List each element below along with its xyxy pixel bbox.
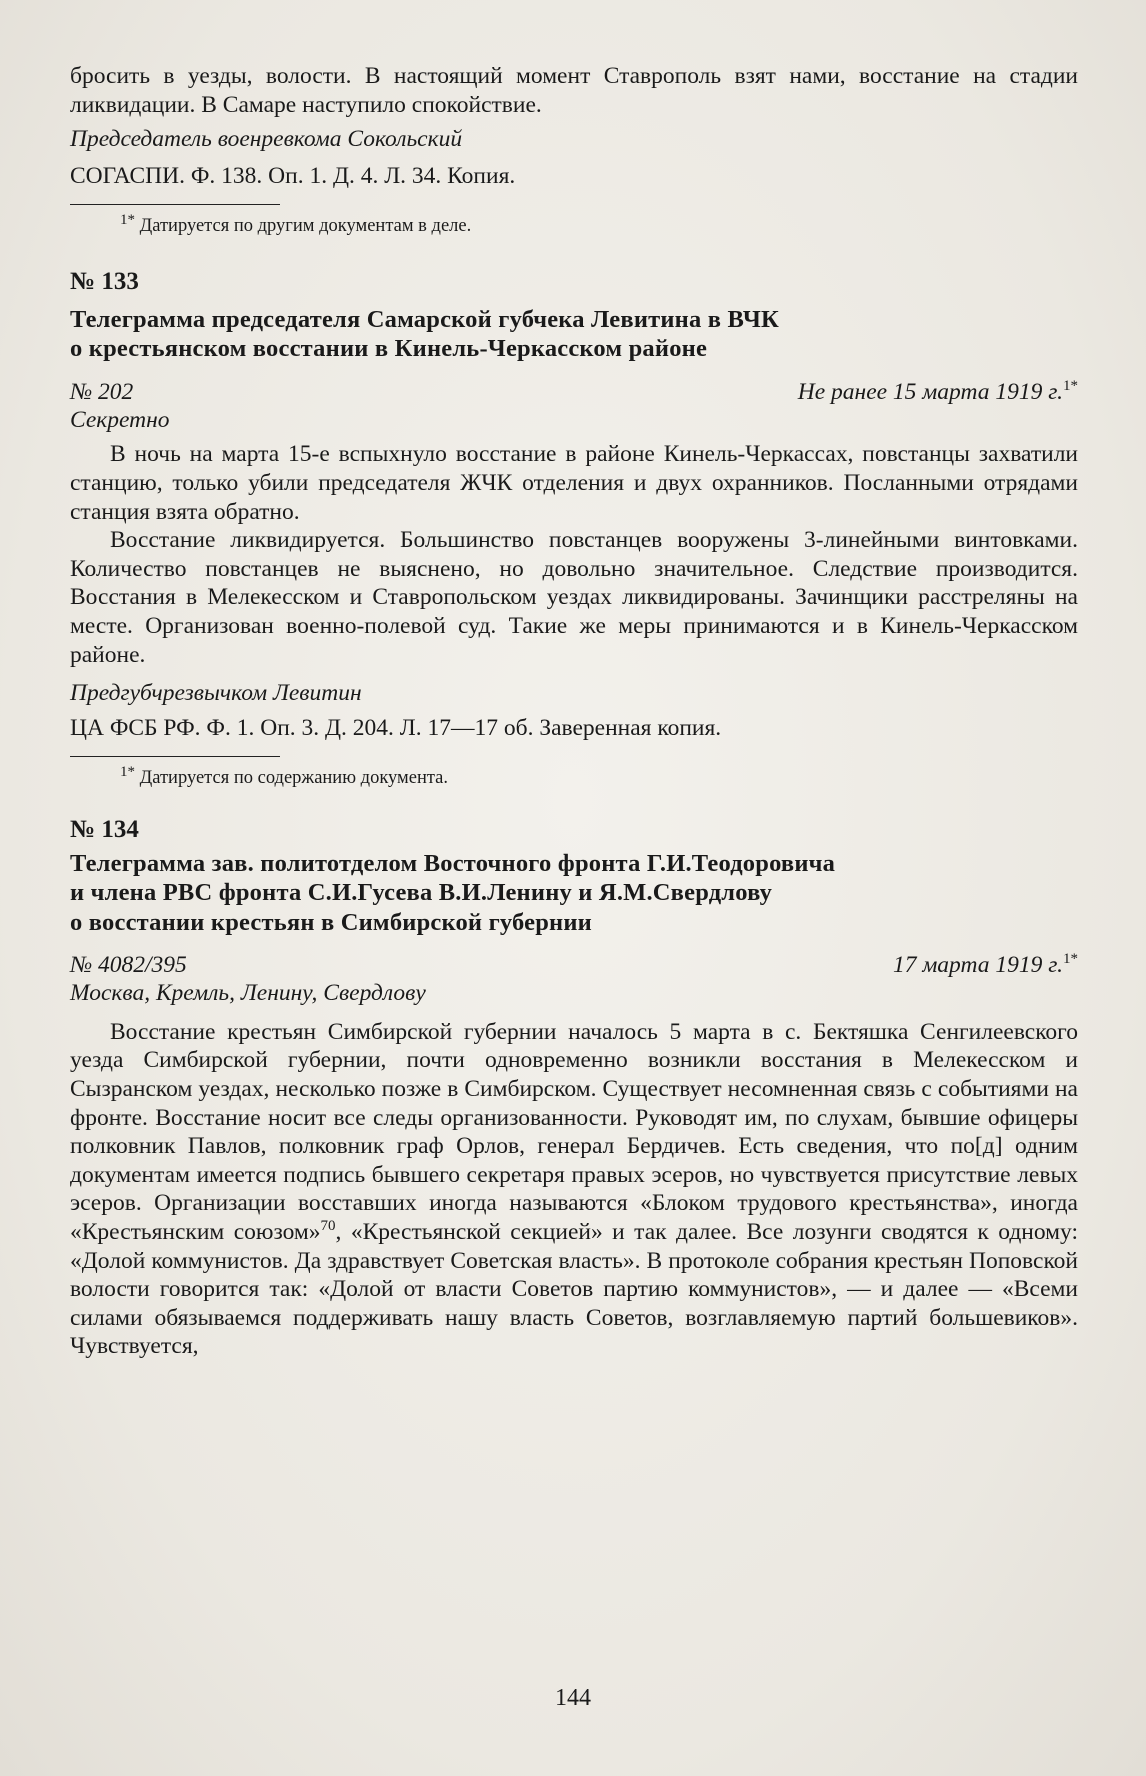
doc134-date: 17 марта 1919 г.$^{1*}$ — [892, 951, 1078, 979]
doc133-date: Не ранее 15 марта 1919 г.$^{1*}$ — [797, 377, 1078, 405]
endnote-ref: 70 — [320, 1218, 336, 1235]
doc134-paragraph: Восстание крестьян Симбирской губернии началось 5 марта в с. Бектяшка Сенгилеевского уезда Симбирской губернии, почти одновременно возникли восстания в Мелекесском и Сызранском уездах, несколько позже в Симбирском. Существует несомненная связь с событиями на фронте. Восстание носит все следы организованности. Руководят им, по слухам, бывшие офицеры полковник Павлов, полковник граф Орлов, генерал Бердичев. Есть сведения, что по[д] одним документам имеется подпись бывшего секретаря правых эсеров, но чувствуется присутствие левых эсеров. Организации восставших иногда называются «Блоком трудового крестьянства», иногда «Крестьянским союзом»$^{70}$, «Крестьянской секцией» и так далее. Все лозунги сводятся к одному: «Долой коммунистов. Да здравствует Советская власть». В протоколе собрания крестьян Поповской волости говорится так: «Долой от власти Советов партию коммунистов», — и далее — «Всеми силами обязываемся поддерживать нашу власть Советов, возглавляемую партий большевиков». Чувствуется, — [70, 1018, 1079, 1360]
intro-footnote — [120, 211, 1078, 237]
footnote-mark: 1* — [120, 211, 135, 228]
doc134-title-line3: о восстании крестьян в Симбирской губернии — [70, 908, 593, 936]
intro-source: СОГАСПИ. Ф. 138. Оп. 1. Д. 4. Л. 34. Копия. — [70, 162, 516, 189]
doc133-paragraph-2: Восстание ликвидируется. Большинство повстанцев вооружены 3-линейными винтовками. Количество повстанцев не выяснено, но довольно значительное. Следствие производится. Восстания в Мелекесском и Ставропольском уездах ликвидированы. Зачинщики расстреляны на месте. Организован военно-полевой суд. Такие же меры принимаются и в Кинель-Черкасском районе. — [70, 527, 1078, 668]
footnote-rule — [70, 756, 280, 757]
intro-signature: Председатель военревкома Сокольский — [70, 126, 463, 153]
doc133-source: ЦА ФСБ РФ. Ф. 1. Оп. 3. Д. 204. Л. 17—17 об. Заверенная копия. — [70, 714, 722, 741]
intro-paragraph: бросить в уезды, волости. В настоящий момент Ставрополь взят нами, восстание на стадии ликвидации. В Самаре наступило спокойствие. — [70, 63, 1078, 118]
doc134-address: Москва, Кремль, Ленину, Свердлову — [70, 980, 426, 1007]
doc134-meta — [70, 951, 1078, 979]
page-number: 144 — [555, 1685, 591, 1711]
doc134-title-line1: Телеграмма зав. политотделом Восточного фронта Г.И.Теодоровича — [70, 849, 836, 877]
doc133-number: № 133 — [70, 267, 139, 295]
doc133-classification: Секретно — [70, 406, 170, 433]
doc133-signature: Предгубчрезвычком Левитин — [70, 680, 362, 707]
doc133-paragraph-1: В ночь на марта 15-е вспыхнуло восстание в районе Кинель-Черкассах, повстанцы захватили станцию, только убили председателя ЖЧК отделения и двух охранников. Посланными отрядами станция взята обратно. — [70, 441, 1078, 525]
doc134-number: № 134 — [70, 815, 139, 843]
doc133-meta — [70, 378, 1078, 406]
doc134-title-line2: и члена РВС фронта С.И.Гусева В.И.Ленину и Я.М.Свердлову — [70, 879, 773, 907]
doc133-reg-no: № 202 — [70, 378, 134, 405]
doc133-title-line1: Телеграмма председателя Самарской губчека Левитина в ВЧК — [70, 305, 779, 333]
doc133-title-line2: о крестьянском восстании в Кинель-Черкасском районе — [70, 335, 708, 363]
doc133-footnote: $^{1*}$ Датируется по содержанию документа. — [120, 763, 449, 788]
footnote-text: Датируется по другим документам в деле. — [139, 215, 472, 236]
doc134-reg-no: № 4082/395 — [70, 952, 187, 979]
footnote-rule — [70, 204, 280, 205]
